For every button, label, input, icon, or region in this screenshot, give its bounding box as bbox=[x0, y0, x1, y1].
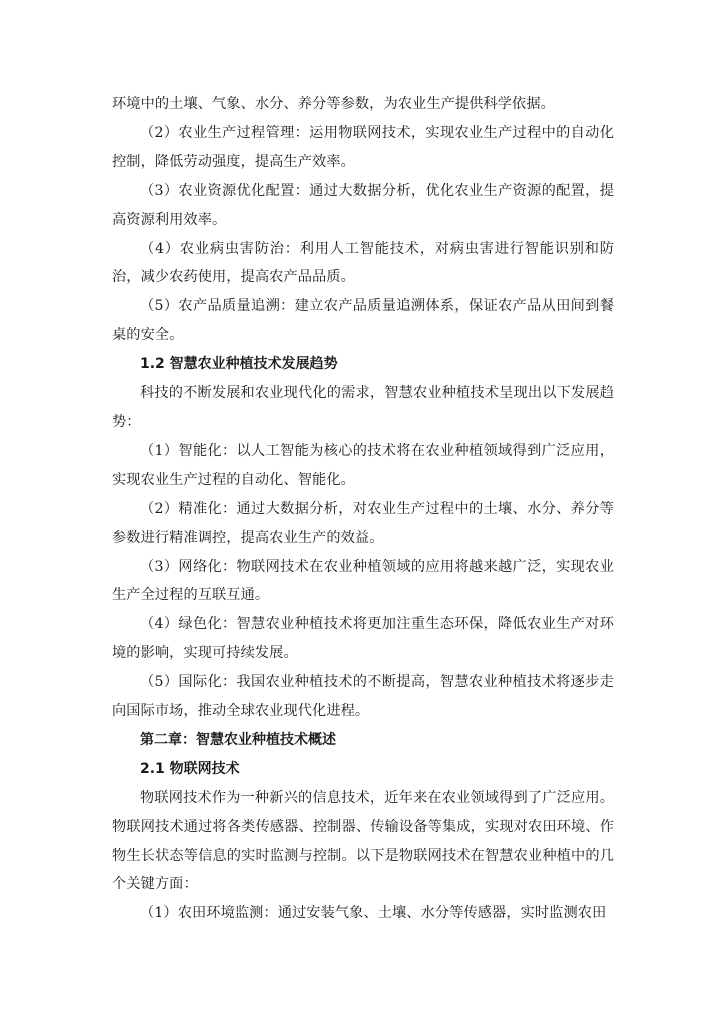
paragraph-trends-intro: 科技的不断发展和农业现代化的需求，智慧农业种植技术呈现出以下发展趋势： bbox=[112, 385, 614, 430]
paragraph-trend-network: （3）网络化：物联网技术在农业种植领域的应用将越来越广泛，实现农业生产全过程的互联互通。 bbox=[112, 558, 614, 604]
paragraph-field-monitoring: （1）农田环境监测：通过安装气象、土壤、水分等传感器，实时监测农田 bbox=[140, 905, 607, 922]
paragraph-process-management: （2）农业生产过程管理：运用物联网技术，实现农业生产过程中的自动化控制，降低劳动强度，提高生产效率。 bbox=[112, 124, 614, 170]
paragraph-trend-green: （4）绿色化：智慧农业种植技术将更加注重生态环保，降低农业生产对环境的影响，实现可持续发展。 bbox=[112, 616, 614, 662]
paragraph-quality-tracing: （5）农产品质量追溯：建立农产品质量追溯体系，保证农产品从田间到餐桌的安全。 bbox=[112, 298, 614, 344]
paragraph-trend-intelligent: （1）智能化：以人工智能为核心的技术将在农业种植领域得到广泛应用，实现农业生产过程的自动化、智能化。 bbox=[112, 442, 614, 488]
paragraph-iot-intro: 物联网技术作为一种新兴的信息技术，近年来在农业领域得到了广泛应用。物联网技术通过将各类传感器、控制器、传输设备等集成，实现对农田环境、作物生长状态等信息的实时监测与控制。以下是物联网技术在智慧农业种植中的几个关键方面： bbox=[112, 789, 614, 893]
paragraph-pest-control: （4）农业病虫害防治：利用人工智能技术，对病虫害进行智能识别和防治，减少农药使用，提高农产品品质。 bbox=[112, 240, 614, 286]
paragraph-env-params: 环境中的土壤、气象、水分、养分等参数，为农业生产提供科学依据。 bbox=[112, 96, 555, 112]
paragraph-trend-international: （5）国际化：我国农业种植技术的不断提高，智慧农业种植技术将逐步走向国际市场，推动全球农业现代化进程。 bbox=[112, 674, 614, 720]
section-heading-1-2: 1.2 智慧农业种植技术发展趋势 bbox=[140, 356, 338, 373]
paragraph-resource-allocation: （3）农业资源优化配置：通过大数据分析，优化农业生产资源的配置，提高资源利用效率。 bbox=[112, 182, 614, 228]
section-heading-2-1: 2.1 物联网技术 bbox=[140, 760, 240, 777]
document-body bbox=[112, 90, 614, 928]
paragraph-trend-precision: （2）精准化：通过大数据分析，对农业生产过程中的土壤、水分、养分等参数进行精准调控，提高农业生产的效益。 bbox=[112, 500, 614, 546]
chapter-heading-2: 第二章：智慧农业种植技术概述 bbox=[140, 731, 336, 748]
